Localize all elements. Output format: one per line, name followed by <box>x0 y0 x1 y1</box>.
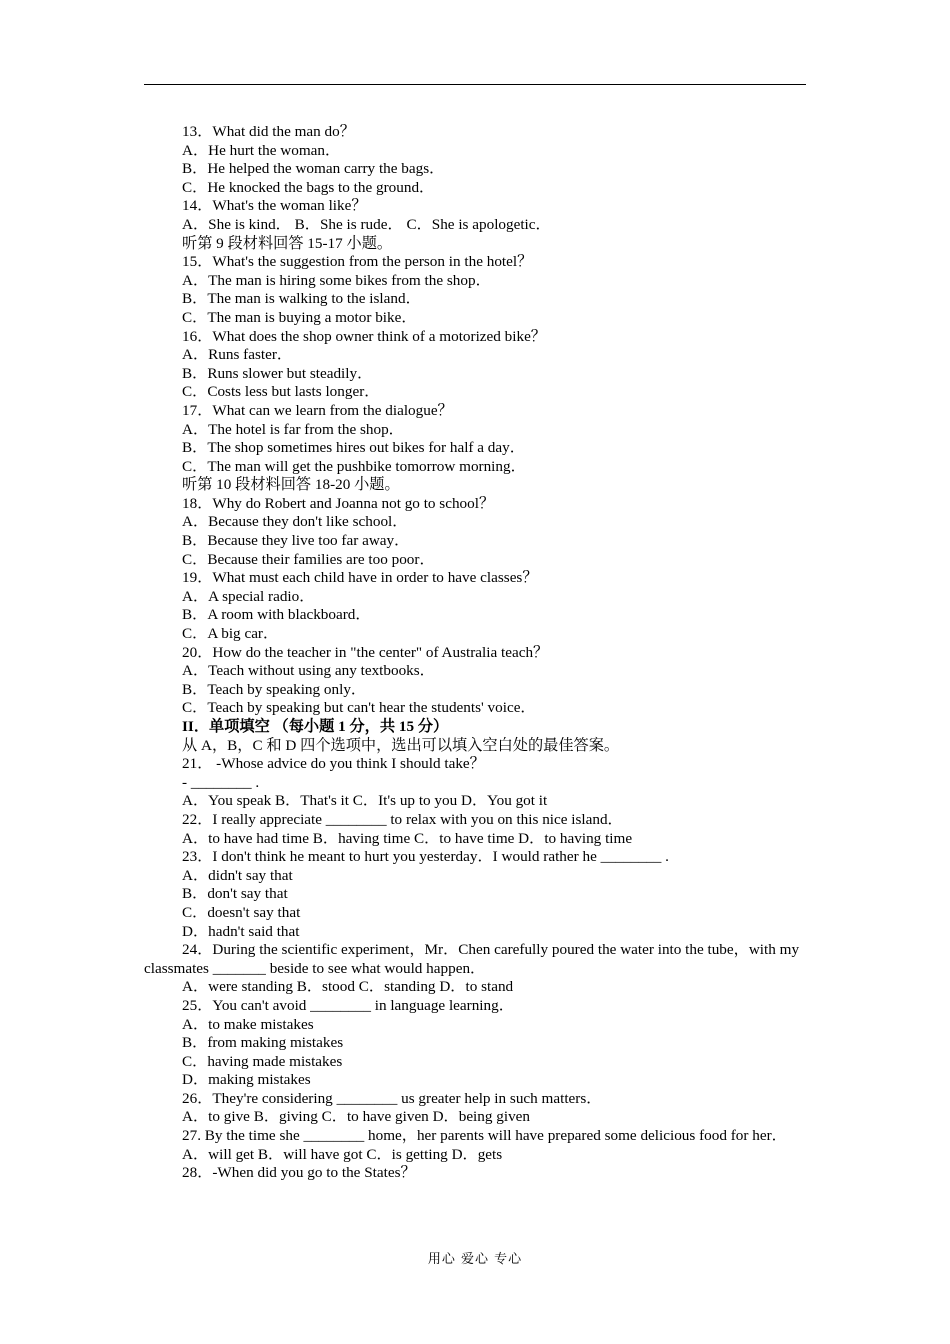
text-line: A．Teach without using any textbooks． <box>182 662 435 680</box>
text-line: C．having made mistakes <box>182 1052 343 1070</box>
text-line: 28．-When did you go to the States？ <box>182 1164 416 1182</box>
text-line: 听第 9 段材料回答 15-17 小题。 <box>182 234 393 252</box>
text-line: B．He helped the woman carry the bags． <box>182 160 445 178</box>
text-line: 17．What can we learn from the dialogue？ <box>182 401 453 419</box>
text-line: 13．What did the man do？ <box>182 123 355 140</box>
text-line: 听第 10 段材料回答 18-20 小题。 <box>182 476 400 494</box>
text-line: 从 A，B，C 和 D 四个选项中，选出可以填入空白处的最佳答案。 <box>182 736 620 754</box>
text-line: C．Costs less but lasts longer． <box>182 383 380 401</box>
text-line: A．will get B．will have got C．is getting D．gets <box>182 1145 503 1163</box>
text-line: A．The hotel is far from the shop． <box>182 420 404 438</box>
text-line: 27. By the time she ________ home，her parents will have prepared some delicious food for her． <box>182 1127 787 1145</box>
header-rule <box>144 84 806 85</box>
text-line: A．Because they don't like school． <box>182 513 408 531</box>
text-line: A．to give B．giving C．to have given D．being given <box>182 1108 531 1126</box>
section-heading: II．单项填空 （每小题 1 分，共 15 分） <box>182 718 449 735</box>
text-line: B．from making mistakes <box>182 1034 344 1052</box>
text-line: A．to have had time B．having time C．to have time D．to having time <box>182 829 633 847</box>
text-line: A．were standing B．stood C．standing D．to stand <box>182 978 514 996</box>
text-line: C．The man will get the pushbike tomorrow morning． <box>182 457 526 475</box>
text-line: A．to make mistakes <box>182 1015 314 1033</box>
text-line: A．You speak B．That's it C．It's up to you D．You got it <box>182 792 548 810</box>
text-line: C．doesn't say that <box>182 903 301 921</box>
text-line: B．A room with blackboard． <box>182 606 371 624</box>
text-line: 24．During the scientific experiment，Mr．Chen carefully poured the water into the tube，with my classmates _______ beside to see what would happen． <box>144 941 800 977</box>
page-footer: 用心 爱心 专心 <box>427 1252 523 1267</box>
text-line: 22．I really appreciate ________ to relax with you on this nice island． <box>182 810 623 828</box>
text-line: C．A big car． <box>182 625 279 643</box>
text-line: C．The man is buying a motor bike． <box>182 308 417 326</box>
text-line: C．Teach by speaking but can't hear the students' voice． <box>182 699 536 717</box>
text-line: A．He hurt the woman． <box>182 141 341 159</box>
text-line: 21． -Whose advice do you think I should take？ <box>182 755 485 773</box>
text-line: 16．What does the shop owner think of a motorized bike？ <box>182 327 546 345</box>
document-body <box>144 123 806 1183</box>
text-line: 15．What's the suggestion from the person in the hotel？ <box>182 253 533 271</box>
text-line: 19．What must each child have in order to have classes？ <box>182 569 538 587</box>
text-line: C．He knocked the bags to the ground． <box>182 178 435 196</box>
text-line: D．making mistakes <box>182 1071 311 1089</box>
text-line: B．The man is walking to the island． <box>182 290 421 308</box>
text-line: 25．You can't avoid ________ in language learning． <box>182 996 514 1014</box>
text-line: D．hadn't said that <box>182 922 300 940</box>
text-line: C．Because their families are too poor． <box>182 550 435 568</box>
text-line: 20．How do the teacher in "the center" of Australia teach？ <box>182 643 549 661</box>
text-line: B．don't say that <box>182 885 288 903</box>
text-line: A．The man is hiring some bikes from the shop． <box>182 271 491 289</box>
text-line: A．She is kind． B．She is rude． C．She is apologetic． <box>182 215 551 233</box>
text-line: - ________ . <box>182 773 260 791</box>
text-line: B．The shop sometimes hires out bikes for half a day． <box>182 439 525 457</box>
text-line: A．didn't say that <box>182 866 293 884</box>
text-line: 14．What's the woman like？ <box>182 197 367 215</box>
text-line: 26．They're considering ________ us greater help in such matters． <box>182 1089 602 1107</box>
text-line: A．Runs faster． <box>182 346 293 364</box>
text-line: 23．I don't think he meant to hurt you yesterday．I would rather he ________ . <box>182 848 669 866</box>
text-line: A．A special radio． <box>182 587 315 605</box>
text-line: B．Runs slower but steadily． <box>182 364 373 382</box>
text-line: B．Teach by speaking only． <box>182 680 367 698</box>
text-line: 18．Why do Robert and Joanna not go to school？ <box>182 494 495 512</box>
text-line: B．Because they live too far away． <box>182 532 410 550</box>
